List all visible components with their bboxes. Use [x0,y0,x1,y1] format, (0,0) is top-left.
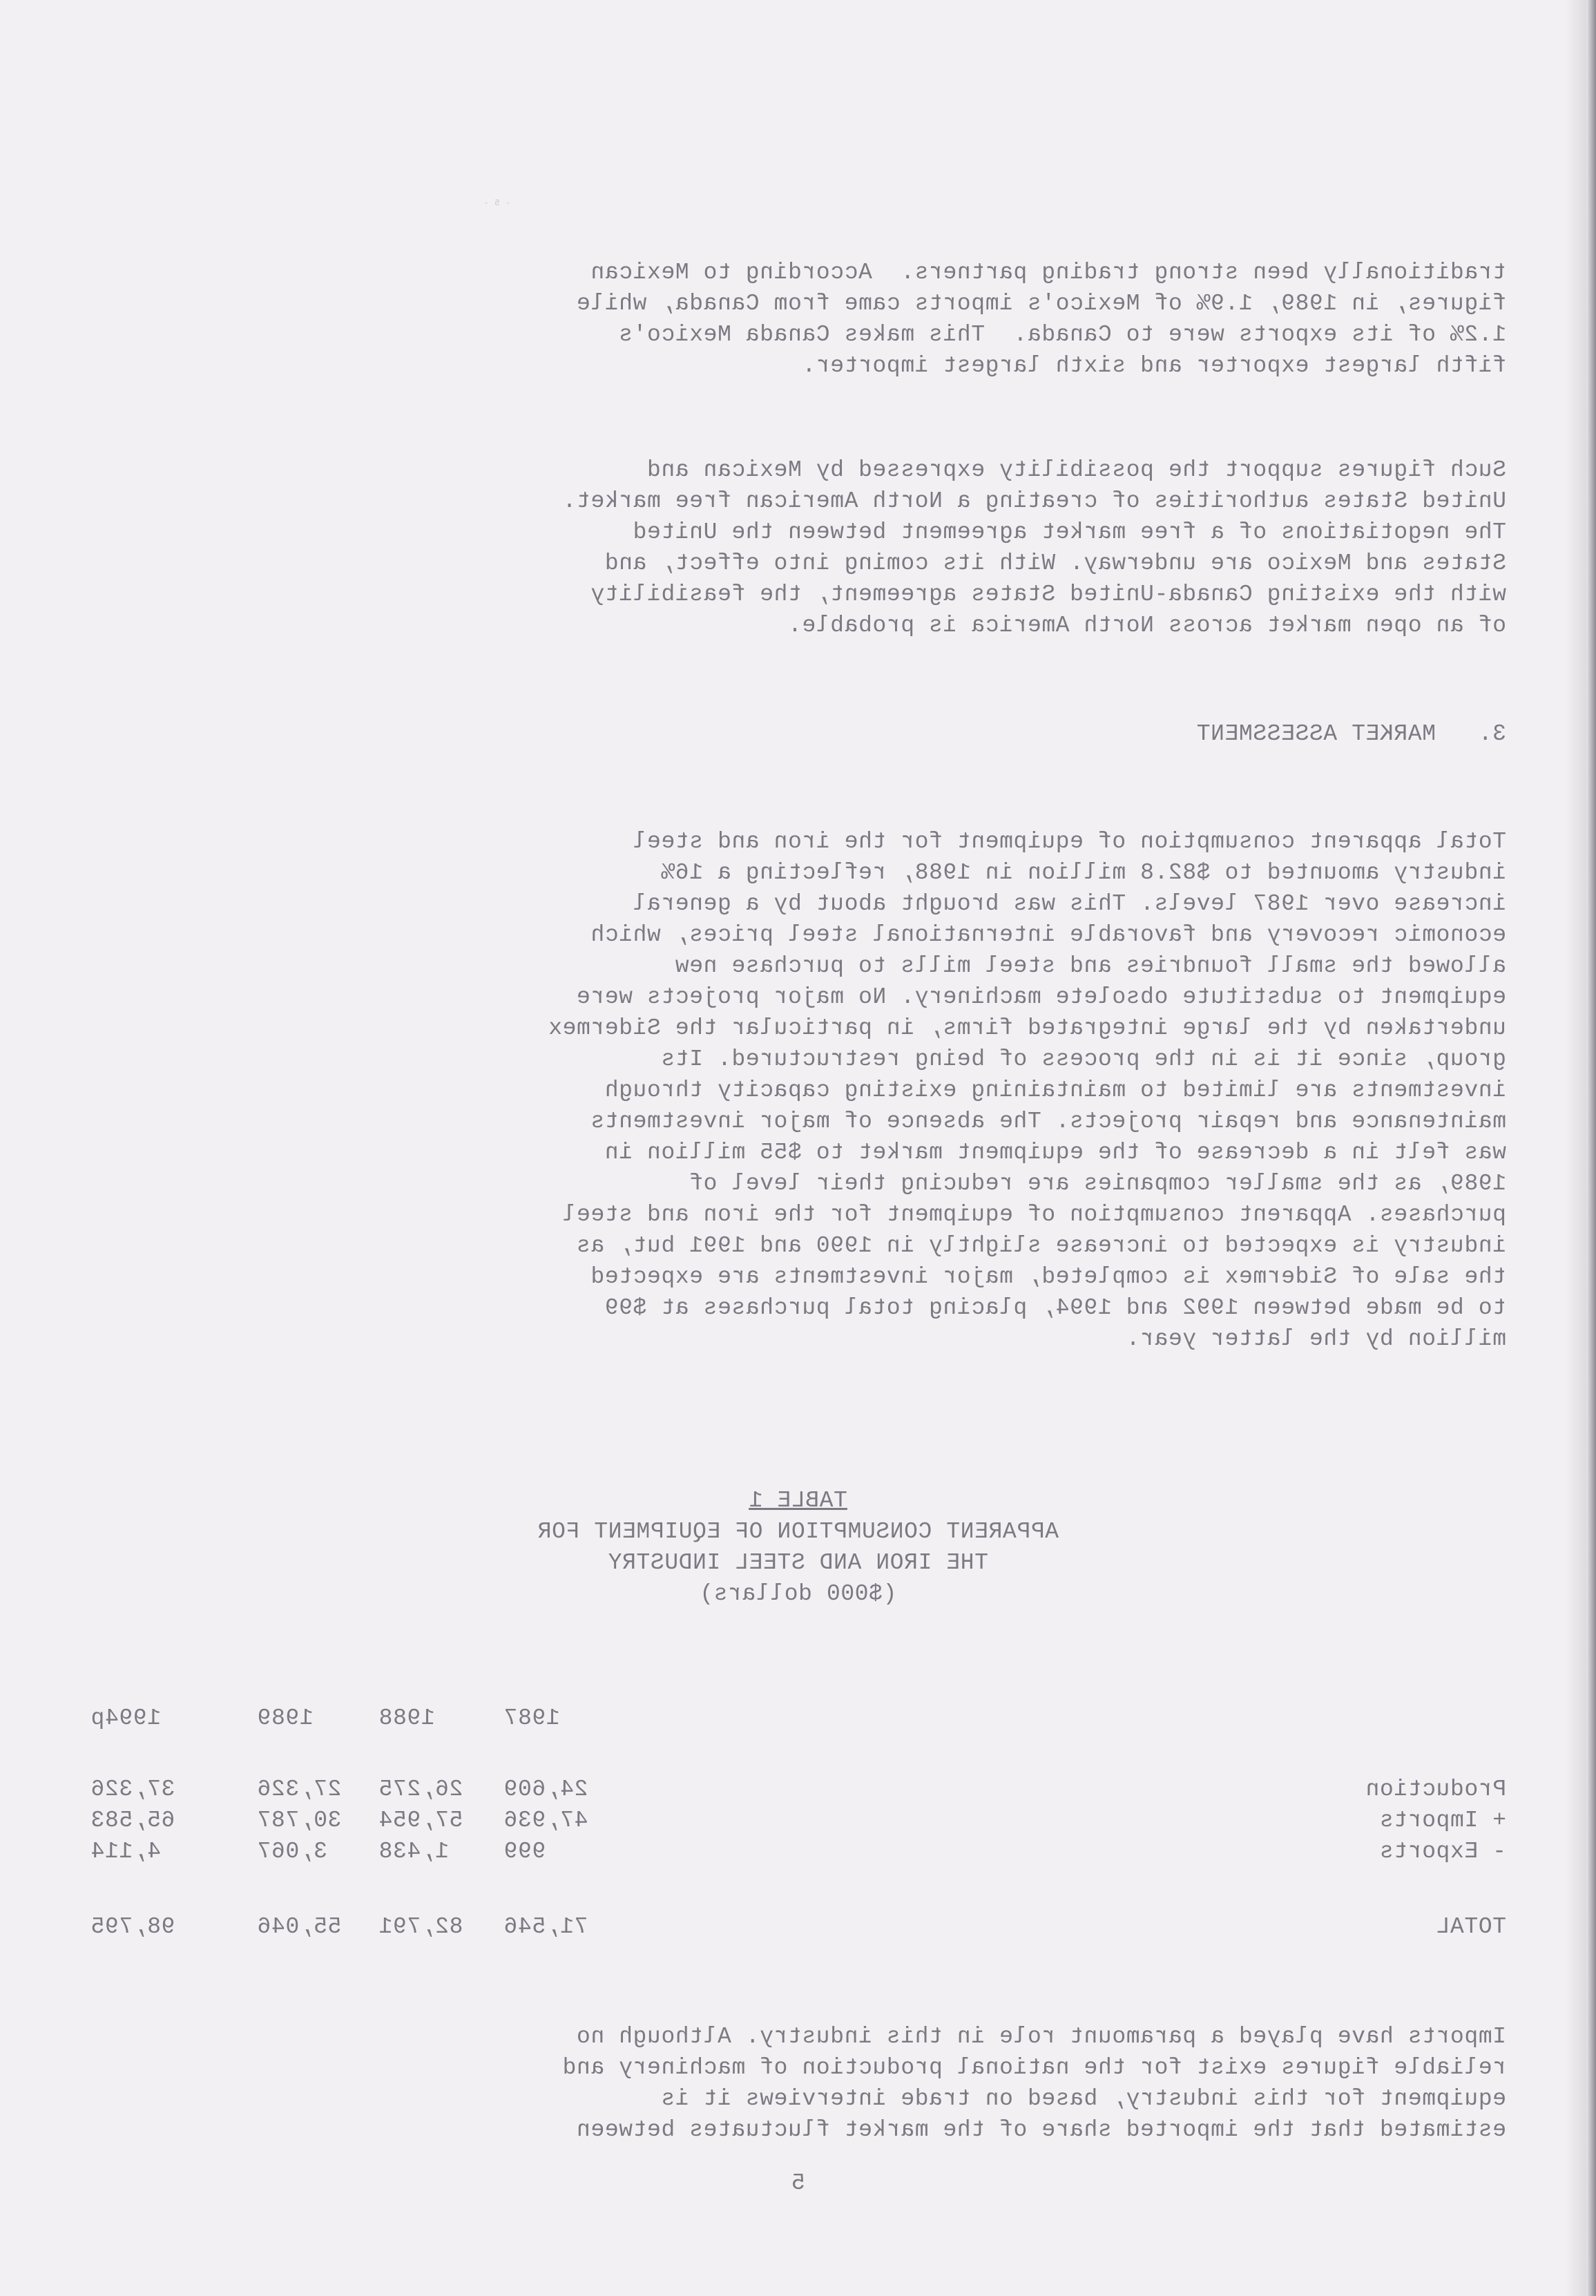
table-cell: 30,787 [257,1808,342,1833]
table-row [90,1805,1506,1836]
text-line: traditionally been strong trading partners. According to Mexican [590,260,1506,285]
table-cell: 26,275 [378,1777,463,1802]
text-line: equipment to substitute obsolete machinery. No major projects were [576,984,1506,1010]
text-line: to be made between 1992 and 1994, placing total purchases at $99 [604,1295,1506,1321]
table-title: TABLE 1 [749,1488,847,1513]
table-cell: 37,326 [90,1777,175,1802]
row-label: TOTAL [1435,1914,1506,1940]
text-line: the sale of Sidermex is completed, major investments are expected [590,1264,1506,1290]
table-cell: 98,795 [90,1914,175,1940]
table-subtitle: APPARENT CONSUMPTION OF EQUIPMENT FOR [537,1519,1059,1544]
text-line: purchases. Apparent consumption of equipment for the iron and steel [561,1202,1506,1227]
text-line: industry amounted to $82.8 million in 1988, reflecting a 16% [660,860,1506,886]
paragraph-market-assessment [97,826,1506,1355]
text-line: The negotiations of a free market agreement between the United [633,519,1506,545]
text-line: undertaken by the large integrated firms, in particular the Sidermex [548,1015,1506,1041]
text-line: with the existing Canada-United States agreement, the feasibility [590,582,1506,607]
header-mark: - 5 - [483,198,510,208]
text-line: figures, in 1989, 1.9% of Mexico's imports came from Canada, while [576,291,1506,316]
table-cell: 3,067 [257,1839,328,1864]
column-header: 1989 [257,1705,314,1731]
page-number: 5 [791,2170,805,2196]
text-line: reliable figures exist for the national production of machinery and [561,2055,1506,2080]
table-cell: 82,791 [378,1914,463,1940]
text-line: Imports have played a paramount role in this industry. Although no [576,2024,1506,2049]
text-line: maintenance and repair projects. The absence of major investments [590,1109,1506,1134]
table-cell: 55,046 [257,1914,342,1940]
text-line: Such figures support the possibility expressed by Mexican and [646,457,1506,483]
text-line: allowed the small foundries and steel mills to purchase new [675,953,1506,979]
text-line: investments are limited to maintaining existing capacity through [604,1078,1506,1103]
table-cell: 4,114 [90,1839,162,1864]
text-line: of an open market across North America is probable. [787,613,1506,638]
text-line: United States authorities of creating a North American free market. [561,488,1506,514]
text-line: group, since it is in the process of being restructured. Its [660,1046,1506,1072]
text-line: 1.2% of its exports were to Canada. This makes Canada Mexico's [618,322,1506,347]
table-total-row [90,1911,1506,1942]
text-line: equipment for this industry, based on trade interviews it is [660,2086,1506,2112]
table-row [90,1774,1506,1805]
table-row [90,1836,1506,1867]
text-line: Total apparent consumption of equipment for the iron and steel [633,829,1506,854]
section-heading: 3. MARKET ASSESSMENT [1196,721,1506,747]
paragraph-imports [97,2021,1506,2145]
table-caption [0,1485,1596,1609]
table-header-row [90,1703,1506,1734]
table-cell: 71,546 [503,1914,588,1940]
text-line: economic recovery and favorable international steel prices, which [590,922,1506,948]
table-units: ($000 dollars) [699,1581,897,1607]
table-cell: 1,438 [378,1839,450,1864]
table-cell: 47,936 [503,1808,588,1833]
column-header: 1994p [90,1705,162,1731]
table-cell: 57,954 [378,1808,463,1833]
text-line: increase over 1987 levels. This was brought about by a general [633,891,1506,917]
table-subtitle: THE IRON AND STEEL INDUSTRY [608,1550,988,1576]
paragraph-trading-partners [97,257,1506,381]
row-label: - Exports [1379,1839,1506,1864]
column-header: 1987 [503,1705,560,1731]
table-cell: 65,583 [90,1808,175,1833]
table-cell: 24,609 [503,1777,588,1802]
paragraph-free-market [97,455,1506,641]
text-line: fifth largest exporter and sixth largest importer. [801,353,1506,379]
text-line: industry is expected to increase slightly in 1990 and 1991 but, as [576,1233,1506,1259]
table-cell: 999 [503,1839,546,1864]
column-header: 1988 [378,1705,435,1731]
scan-edge-shadow [1566,0,1586,2296]
text-line: 1989, as the smaller companies are reducing their level of [689,1171,1506,1196]
text-line: was felt in a decrease of the equipment market to $55 million in [604,1140,1506,1165]
scan-edge [1586,0,1596,2296]
text-line: million by the latter year. [1126,1326,1506,1352]
table-cell: 27,326 [257,1777,342,1802]
text-line: estimated that the imported share of the market fluctuates between [576,2117,1506,2143]
row-label: + Imports [1379,1808,1506,1833]
row-label: Production [1365,1777,1506,1802]
text-line: States and Mexico are underway. With its coming into effect, and [604,551,1506,576]
